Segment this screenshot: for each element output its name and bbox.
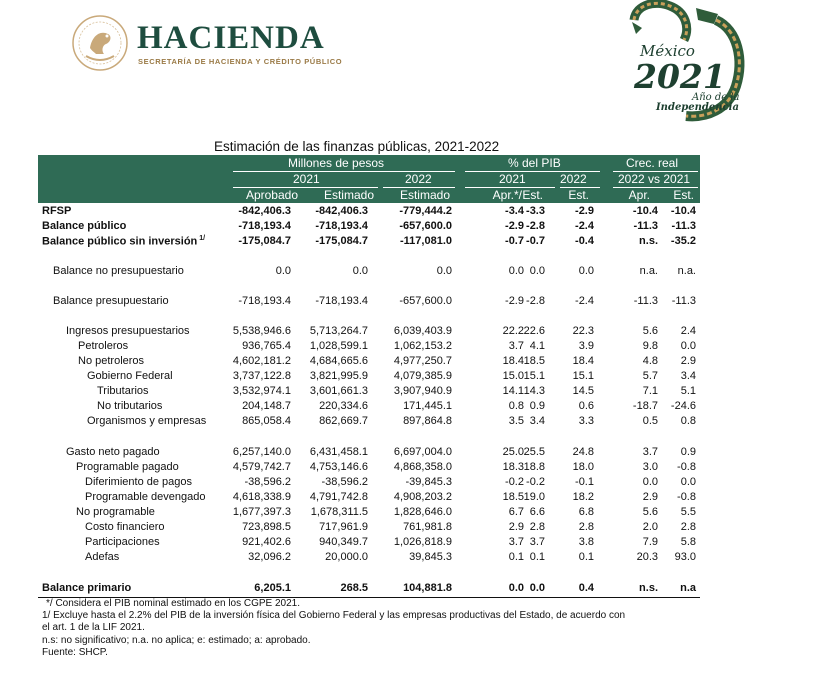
row-value: 268.5 <box>340 582 368 594</box>
row-value: -718,193.4 <box>238 295 291 307</box>
row-label: Tributarios <box>97 385 149 397</box>
row-value: 4,684,665.6 <box>309 355 368 367</box>
row-value: 1,026,818.9 <box>393 536 452 548</box>
table-notes <box>42 598 702 659</box>
table-row <box>38 446 700 461</box>
row-value: n.s. <box>639 235 658 247</box>
row-value: 4,602,181.2 <box>232 355 291 367</box>
row-label: Organismos y empresas <box>87 415 207 427</box>
row-label: Balance no presupuestario <box>53 265 184 277</box>
row-value: 32,096.2 <box>248 551 291 563</box>
row-value: 18.4 <box>572 355 594 367</box>
row-value: -11.3 <box>633 295 658 307</box>
row-value: 3,821,995.9 <box>309 370 368 382</box>
row-value: -0.8 <box>677 491 696 503</box>
row-value: 1,677,397.3 <box>232 506 291 518</box>
table-row <box>38 220 700 235</box>
row-value: 4.1 <box>529 340 545 352</box>
note-line: n.s: no significativo; n.a. no aplica; e: estimado; a: aprobado. <box>42 634 311 646</box>
row-value: 18.5 <box>502 491 524 503</box>
header-subhead: Aprobado <box>245 188 298 202</box>
brand-subtitle: SECRETARÍA DE HACIENDA Y CRÉDITO PÚBLICO <box>138 57 343 66</box>
row-value: 761,981.8 <box>403 521 452 533</box>
row-value: -2.4 <box>575 295 594 307</box>
row-value: -657,600.0 <box>399 220 452 232</box>
row-value: -2.9 <box>505 220 524 232</box>
table-row <box>38 461 700 476</box>
header-group-crec: Crec. real <box>626 156 679 170</box>
row-value: -10.4 <box>670 205 696 217</box>
row-value: 936,765.4 <box>242 340 291 352</box>
row-value: 0.1 <box>578 551 594 563</box>
row-label: Gasto neto pagado <box>66 446 160 458</box>
header-subhead: Apr. <box>628 188 650 202</box>
row-value: 0.8 <box>680 415 696 427</box>
row-value: -2.9 <box>505 295 524 307</box>
row-value: -718,193.4 <box>238 220 291 232</box>
row-value: 4,753,146.6 <box>309 461 368 473</box>
row-value: 0.0 <box>508 582 524 594</box>
row-value: 5.6 <box>642 325 658 337</box>
row-value: 4,977,250.7 <box>393 355 452 367</box>
row-label: Programable devengado <box>85 491 206 503</box>
row-value: 1,028,599.1 <box>309 340 368 352</box>
row-value: 3.4 <box>680 370 696 382</box>
row-value: 3,907,940.9 <box>393 385 452 397</box>
row-label: Balance primario <box>42 582 132 594</box>
table-row <box>38 476 700 491</box>
row-value: -842,406.3 <box>238 205 291 217</box>
row-value: -18.7 <box>632 400 658 412</box>
row-value: 717,961.9 <box>319 521 368 533</box>
row-value: 0.0 <box>578 265 594 277</box>
note-line: 1/ Excluye hasta el 2.2% del PIB de la inversión física del Gobierno Federal y las empresas productivas del Estado, de acuerdo con <box>42 610 626 622</box>
row-value: -657,600.0 <box>399 295 452 307</box>
row-value: 14.1 <box>502 385 524 397</box>
row-value: 22.6 <box>523 325 545 337</box>
row-value: 0.0 <box>642 476 658 488</box>
row-value: 22.3 <box>572 325 594 337</box>
row-value: -11.3 <box>671 220 696 232</box>
row-value: 940,349.7 <box>319 536 368 548</box>
header-year-m2021: 2021 <box>293 172 320 186</box>
row-value: 20.3 <box>636 551 658 563</box>
row-label: Ingresos presupuestarios <box>66 325 190 337</box>
row-value: 1,828,646.0 <box>393 506 452 518</box>
row-value: 104,881.8 <box>403 582 452 594</box>
row-value: 0.4 <box>578 582 594 594</box>
seal-line1: México <box>640 42 695 60</box>
row-label: No petroleros <box>78 355 145 367</box>
note-line: el art. 1 de la LIF 2021. <box>42 622 145 634</box>
seal-line4: Independencia <box>656 102 739 113</box>
row-value: 18.5 <box>523 355 545 367</box>
row-value: 6,697,004.0 <box>393 446 452 458</box>
row-value: -0.8 <box>677 461 696 473</box>
table-header <box>38 155 700 203</box>
row-value: 4,618,338.9 <box>232 491 291 503</box>
row-value: 4,868,358.0 <box>393 461 452 473</box>
row-value: n.a. <box>677 265 696 277</box>
row-value: 2.4 <box>680 325 696 337</box>
header-group-pib: % del PIB <box>508 156 561 170</box>
row-value: 0.0 <box>275 265 291 277</box>
row-value: 24.8 <box>572 446 594 458</box>
row-value: 18.3 <box>502 461 524 473</box>
header-subhead: Estimado <box>323 188 374 202</box>
row-value: 1,678,311.5 <box>310 506 368 518</box>
row-value: -175,084.7 <box>238 235 291 247</box>
row-value: 2.9 <box>508 521 524 533</box>
row-value: 0.1 <box>508 551 524 563</box>
row-value: 3.9 <box>578 340 594 352</box>
header-year-m2022: 2022 <box>405 172 432 186</box>
row-value: 3,737,122.8 <box>232 370 291 382</box>
row-value: 0.0 <box>436 265 452 277</box>
table-row <box>38 551 700 566</box>
row-value: -38,596.2 <box>244 476 291 488</box>
row-label: Petroleros <box>78 340 129 352</box>
row-value: 3.5 <box>508 415 524 427</box>
table-row <box>38 205 700 220</box>
row-value: 0.0 <box>508 265 524 277</box>
row-value: 0.9 <box>680 446 696 458</box>
row-value: 5.1 <box>680 385 696 397</box>
row-value: 0.0 <box>680 340 696 352</box>
row-value: n.s. <box>639 582 658 594</box>
row-value: 5.7 <box>642 370 658 382</box>
header-subhead: Est. <box>568 188 589 202</box>
table-row <box>38 325 700 340</box>
mexican-coat-of-arms-icon <box>70 14 130 72</box>
row-value: 897,864.8 <box>403 415 452 427</box>
row-value: 18.4 <box>502 355 524 367</box>
row-label: RFSP <box>42 205 72 217</box>
row-label: Balance público <box>42 220 127 232</box>
row-value: -3.3 <box>526 205 545 217</box>
table-row <box>38 235 700 250</box>
row-value: -779,444.2 <box>399 205 452 217</box>
row-label: Balance público sin inversión $^{1/}$ <box>42 235 206 248</box>
note-line: */ Considera el PIB nominal estimado en los CGPE 2021. <box>46 598 301 609</box>
row-value: 4,791,742.8 <box>309 491 368 503</box>
table-row <box>38 340 700 355</box>
row-value: 0.5 <box>642 415 658 427</box>
row-label: Adefas <box>85 551 120 563</box>
row-value: 5,538,946.6 <box>232 325 291 337</box>
row-label: Costo financiero <box>85 521 165 533</box>
row-value: 6.7 <box>508 506 524 518</box>
row-value: 3.7 <box>642 446 658 458</box>
footnote-marker: 1/ <box>197 235 206 242</box>
row-value: 3.8 <box>578 536 594 548</box>
table-row <box>38 491 700 506</box>
row-value: 6.8 <box>578 506 594 518</box>
row-label: Balance presupuestario <box>53 295 169 307</box>
row-value: 2.9 <box>642 491 658 503</box>
row-value: -38,596.2 <box>321 476 368 488</box>
row-value: 20,000.0 <box>325 551 368 563</box>
row-value: -718,193.4 <box>315 295 368 307</box>
row-value: 3,532,974.1 <box>232 385 291 397</box>
row-value: 3.7 <box>529 536 545 548</box>
row-value: -0.4 <box>575 235 594 247</box>
row-value: -0.7 <box>505 235 524 247</box>
row-value: 0.1 <box>529 551 545 563</box>
mexico-2021-seal <box>626 0 750 124</box>
row-value: -0.2 <box>526 476 545 488</box>
row-value: 15.1 <box>523 370 545 382</box>
row-value: n.a <box>680 582 696 594</box>
row-value: 14.5 <box>572 385 594 397</box>
row-value: -2.4 <box>575 220 594 232</box>
row-value: 3.0 <box>642 461 658 473</box>
row-value: 5.6 <box>642 506 658 518</box>
row-value: 2.0 <box>642 521 658 533</box>
header-group-millones: Millones de pesos <box>288 156 385 170</box>
header-subhead: Est. <box>522 188 543 202</box>
row-value: -24.6 <box>670 400 696 412</box>
row-label: No programable <box>76 506 155 518</box>
row-value: -2.8 <box>526 220 545 232</box>
table-row <box>38 370 700 385</box>
row-value: 18.0 <box>572 461 594 473</box>
row-value: -0.7 <box>526 235 545 247</box>
brand-title: HACIENDA <box>137 20 325 56</box>
row-value: 3,601,661.3 <box>309 385 368 397</box>
row-value: 93.0 <box>674 551 696 563</box>
row-value: -842,406.3 <box>315 205 368 217</box>
header-year-p2022: 2022 <box>560 172 587 186</box>
row-value: -11.3 <box>633 220 658 232</box>
row-value: 5,713,264.7 <box>309 325 368 337</box>
row-value: 1,062,153.2 <box>393 340 452 352</box>
row-value: 862,669.7 <box>319 415 368 427</box>
row-label: Participaciones <box>85 536 160 548</box>
row-value: 15.1 <box>572 370 594 382</box>
table-row <box>38 521 700 536</box>
table-row <box>38 355 700 370</box>
row-value: -2.9 <box>575 205 594 217</box>
row-value: 15.0 <box>502 370 524 382</box>
row-value: 0.0 <box>680 476 696 488</box>
row-value: 171,445.1 <box>403 400 452 412</box>
row-value: 0.0 <box>352 265 368 277</box>
row-value: 2.8 <box>529 521 545 533</box>
row-value: 19.0 <box>523 491 545 503</box>
note-line: Fuente: SHCP. <box>42 646 108 658</box>
row-value: 0.6 <box>578 400 594 412</box>
row-value: 6.6 <box>529 506 545 518</box>
row-value: 3.3 <box>578 415 594 427</box>
row-value: -175,084.7 <box>315 235 368 247</box>
row-value: 25.0 <box>502 446 524 458</box>
row-value: -3.4 <box>505 205 524 217</box>
row-value: 14.3 <box>523 385 545 397</box>
row-value: 22.2 <box>502 325 524 337</box>
row-value: 9.8 <box>642 340 658 352</box>
row-value: 4.8 <box>642 355 658 367</box>
row-value: 18.8 <box>523 461 545 473</box>
row-value: 220,334.6 <box>319 400 368 412</box>
row-value: 2.8 <box>578 521 594 533</box>
row-value: 7.1 <box>642 385 658 397</box>
row-value: -2.8 <box>526 295 545 307</box>
row-value: 6,039,403.9 <box>393 325 452 337</box>
row-value: 5.8 <box>680 536 696 548</box>
row-value: 6,431,458.1 <box>309 446 368 458</box>
header-year-p2021: 2021 <box>499 172 526 186</box>
row-value: 0.0 <box>529 582 545 594</box>
table-row <box>38 400 700 415</box>
row-value: 4,908,203.2 <box>393 491 452 503</box>
row-value: 0.8 <box>508 400 524 412</box>
row-value: 18.2 <box>572 491 594 503</box>
row-value: -10.4 <box>632 205 658 217</box>
seal-line3: Año de la <box>692 92 740 103</box>
row-value: -718,193.4 <box>315 220 368 232</box>
row-value: 4,079,385.9 <box>393 370 452 382</box>
header-subhead: Est. <box>673 188 694 202</box>
row-value: -39,845.3 <box>405 476 452 488</box>
table-row <box>38 265 700 280</box>
row-value: 6,257,140.0 <box>232 446 291 458</box>
table-row <box>38 295 700 310</box>
row-label: No tributarios <box>97 400 163 412</box>
row-label: Programable pagado <box>76 461 179 473</box>
row-label: Gobierno Federal <box>87 370 173 382</box>
row-value: -11.3 <box>671 295 696 307</box>
table-row <box>38 536 700 551</box>
row-value: 3.7 <box>508 536 524 548</box>
row-value: 2.8 <box>680 521 696 533</box>
row-value: 921,402.6 <box>242 536 291 548</box>
row-value: 204,148.7 <box>242 400 291 412</box>
table-row <box>38 582 700 597</box>
row-value: 0.9 <box>529 400 545 412</box>
row-value: 3.7 <box>508 340 524 352</box>
table-row <box>38 506 700 521</box>
row-value: 25.5 <box>523 446 545 458</box>
header-subhead: Estimado <box>399 188 450 202</box>
seal-year: 2021 <box>634 57 726 96</box>
row-value: 865,058.4 <box>242 415 291 427</box>
row-value: 2.9 <box>680 355 696 367</box>
row-value: 5.5 <box>680 506 696 518</box>
table-title: Estimación de las finanzas públicas, 2021-2022 <box>214 139 500 154</box>
row-value: 3.4 <box>529 415 545 427</box>
row-value: 723,898.5 <box>242 521 291 533</box>
table-row <box>38 385 700 400</box>
row-value: -0.1 <box>575 476 594 488</box>
row-label: Diferimiento de pagos <box>85 476 193 488</box>
row-value: 39,845.3 <box>409 551 452 563</box>
row-value: 4,579,742.7 <box>232 461 291 473</box>
row-value: 7.9 <box>642 536 658 548</box>
row-value: -35.2 <box>670 235 696 247</box>
row-value: 0.0 <box>529 265 545 277</box>
header-subhead: Apr.*/ <box>492 188 522 202</box>
row-value: -117,081.0 <box>400 235 452 247</box>
table-row <box>38 415 700 430</box>
row-value: n.a. <box>639 265 658 277</box>
row-value: -0.2 <box>505 476 524 488</box>
header-year-crec: 2022 vs 2021 <box>618 172 691 186</box>
row-value: 6,205.1 <box>254 582 291 594</box>
